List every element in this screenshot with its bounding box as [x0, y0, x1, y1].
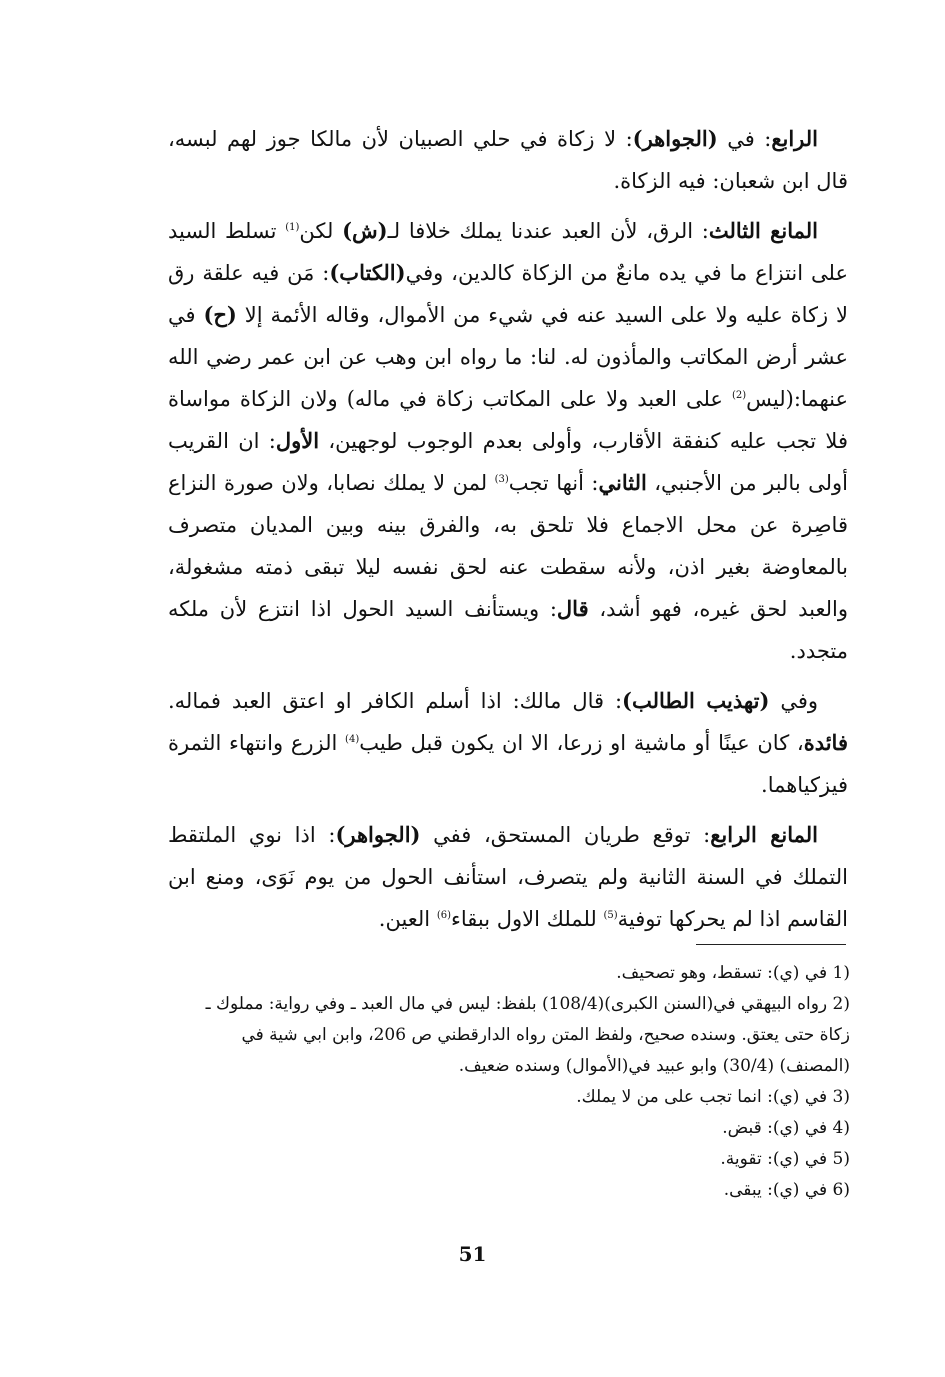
footnote-marker: (3)	[494, 474, 509, 485]
text: ، كان عينًا أو ماشية او زرعا، الا ان يكون قبل طيب	[359, 731, 804, 755]
footnote-marker: (2)	[731, 390, 747, 401]
footnote-text: رواه البيهقي في(السنن الكبرى)(108/4) بلفظ: ليس في مال العبد ـ وفي رواية: مملوك ـ زكاة حتى يعتق. وسنده صحيح، ولفظ المتن رواه الدارقطني ص 206، وابن ابي شية في (المصنف) (30/4) وابو عبيد في(الأموال) وسنده ضعيف.	[205, 994, 850, 1076]
footnote-3	[178, 1082, 850, 1113]
footnote-separator	[696, 944, 846, 945]
paragraph-3	[168, 680, 848, 806]
text: على العبد ولا على المكاتب زكاة في ماله) ولان الزكاة مواساة فلا تجب عليه كنفقة الأقارب، وأولى بعدم الوجوب لوجهين،	[168, 387, 848, 453]
footnote-5	[178, 1144, 850, 1175]
footnote-2	[178, 989, 850, 1082]
text: : قال مالك: اذا أسلم الكافر او اعتق العبد فماله.	[168, 689, 623, 713]
keyword: فائدة	[803, 730, 848, 755]
footnote-text: في (ي): انما تجب على من لا يملك.	[576, 1087, 828, 1107]
text: : مَن فيه علقة رق لا زكاة عليه ولا على السيد عنه في شيء من الأموال، وقاله الأئمة إلا	[168, 261, 849, 327]
text: : لا زكاة في حلي الصبيان لأن مالكا جوز لهم لبسه، قال ابن شعبان: فيه الزكاة.	[168, 127, 848, 193]
keyword: قال	[556, 596, 589, 621]
source-reference: (الجواهر)	[632, 126, 718, 151]
paragraph-2	[168, 210, 848, 672]
main-text	[168, 118, 848, 948]
footnote-number: 6)	[832, 1180, 850, 1200]
heading-third-impediment: المانع الثالث	[708, 218, 818, 243]
footnote-marker: (5)	[603, 910, 618, 921]
scholar-symbol: (ش)	[342, 218, 388, 243]
text: تسلط السيد على انتزاع ما في يده مانعٌ من الزكاة كالدين، وفي	[168, 219, 848, 285]
page-number: 51	[458, 1242, 487, 1266]
footnote-marker: (4)	[345, 734, 360, 745]
text: للملك الاول ببقاء	[451, 907, 604, 931]
text: : في	[717, 127, 772, 151]
paragraph-4	[168, 814, 848, 940]
footnote-text: في (ي): تسقط، وهو تصحيف.	[616, 963, 828, 983]
text: : توقع طريان المستحق، ففي	[420, 823, 711, 847]
text: لمن لا يملك نصابا، ولان صورة النزاع قاصِرة عن محل الاجماع فلا تلحق به، والفرق بينه وبين المديان متصرف بالمعاوضة بغير اذن، ولأنه سقطت عنه لحق نفسه ليلا تبقى ذمته مشغولة، والعبد لحق غيره، فهو أشد،	[168, 471, 848, 621]
keyword: الأول	[275, 428, 320, 453]
footnotes	[178, 958, 850, 1206]
source-reference: (الكتاب)	[329, 260, 406, 285]
footnote-marker: (6)	[436, 910, 452, 921]
text: الزرع وانتهاء الثمرة فيزكياهما.	[168, 731, 848, 797]
source-reference: (تهذيب الطالب)	[622, 688, 770, 713]
source-reference: (الجواهر)	[335, 822, 421, 847]
text: في عشر أرض المكاتب والمأذون له. لنا: ما رواه ابن وهب عن ابن عمر رضي الله عنهما:(ليس	[168, 303, 848, 411]
footnote-number: 5)	[832, 1149, 850, 1169]
footnote-number: 2)	[832, 994, 850, 1014]
text: وفي	[769, 689, 819, 713]
footnote-number: 3)	[832, 1087, 850, 1107]
footnote-text: في (ي): يبقى.	[723, 1180, 828, 1200]
text: : الرق، لأن العبد عندنا يملك خلافا لـ	[387, 219, 709, 243]
keyword: الثاني	[598, 470, 647, 495]
footnote-marker: (1)	[285, 222, 300, 233]
text: لكن	[299, 219, 343, 243]
heading-fourth: الرابع	[771, 126, 819, 151]
text: : اذا نوي الملتقط التملك في السنة الثانية ولم يتصرف، استأنف الحول من يوم نَوَى، ومنع ابن القاسم اذا لم يحركها توفية	[168, 823, 848, 931]
footnote-6	[178, 1175, 850, 1206]
footnote-number: 4)	[832, 1118, 850, 1138]
text: : ويستأنف السيد الحول اذا انتزع لأن ملكه متجدد.	[168, 597, 848, 663]
paragraph-1	[168, 118, 848, 202]
footnote-4	[178, 1113, 850, 1144]
footnote-text: في (ي): قبض.	[722, 1118, 828, 1138]
footnote-number: 1)	[832, 963, 850, 983]
text: : ان القريب أولى بالبر من الأجنبي،	[168, 429, 848, 495]
scholar-symbol: (ح)	[203, 302, 237, 327]
text: العين.	[378, 907, 437, 931]
footnote-text: في (ي): تقوية.	[720, 1149, 828, 1169]
text: : أنها تجب	[508, 471, 599, 495]
footnote-1	[178, 958, 850, 989]
heading-fourth-impediment: المانع الرابع	[710, 822, 818, 847]
